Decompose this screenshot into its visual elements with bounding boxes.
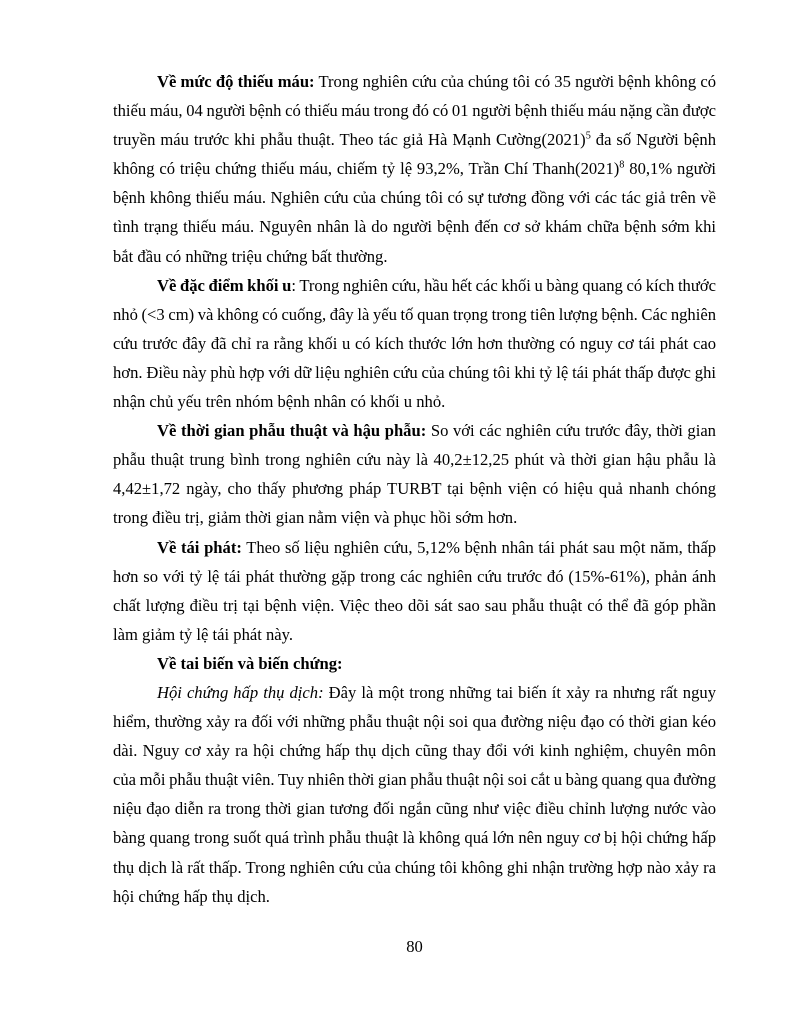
text-line [113,823,716,852]
line-text: niệu đạo diễn ra trong thời gian tương đối ngắn cũng như việc điều chỉnh lượng nước vào [113,799,716,819]
text-line [113,387,716,416]
citation-superscript: 5 [585,130,591,142]
line-text: không có triệu chứng thiếu máu, chiếm tỷ lệ 93,2%, Trần Chí Thanh(2021) [113,159,620,179]
line-text: : Trong nghiên cứu, hầu hết các khối u bàng quang có kích thước [291,275,716,295]
line-text: bệnh không thiếu máu. Nghiên cứu của chúng tôi có sự tương đồng với các tác giả trên về [113,188,716,208]
text-line [113,358,716,387]
line-text: Theo số liệu nghiên cứu, 5,12% bệnh nhân tái phát sau một năm, thấp [241,537,716,557]
text-line [113,474,716,503]
text-line [113,183,716,212]
text-line [113,707,716,736]
line-text: truyền máu trước khi phẫu thuật. Theo tác giả Hà Mạnh Cường(2021) [113,130,586,150]
text-line [113,562,716,591]
text-line [113,96,716,125]
text-line [113,67,716,96]
paragraph-tumor-characteristics [113,271,716,416]
line-text: nhỏ (<3 cm) và không có cuống, đây là yếu tố quan trọng trong tiên lượng bệnh. Các nghiên [113,304,716,324]
line-text: Đây là một trong những tai biến ít xảy ra nhưng rất nguy [323,682,716,702]
line-text: đa số Người bệnh [590,130,716,150]
line-text: thiếu máu, 04 người bệnh có thiếu máu trong đó có 01 người bệnh thiếu máu nặng cần được [113,101,716,121]
subheading-complications [113,649,716,678]
line-text: hơn. Điều này phù hợp với dữ liệu nghiên cứu của chúng tôi khi tỷ lệ tái phát thấp được ghi [113,362,716,382]
text-line [113,271,716,300]
line-text: hội chứng hấp thụ dịch. [113,886,270,906]
body-text [113,67,716,911]
citation-superscript: 8 [619,159,625,171]
line-text: 80,1% người [624,159,716,179]
paragraph-fluid-absorption-syndrome [113,678,716,911]
text-line [113,533,716,562]
text-line [113,242,716,271]
text-line [113,736,716,765]
text-line [113,445,716,474]
text-line [113,591,716,620]
text-line [113,853,716,882]
text-line [113,882,716,911]
line-text: bắt đầu có những triệu chứng bất thường. [113,246,388,266]
line-text: làm giảm tỷ lệ tái phát này. [113,624,294,644]
paragraph-lead: Về mức độ thiếu máu: [157,72,315,91]
line-text: nhận chủ yếu trên nhóm bệnh nhân có khối u nhỏ. [113,392,446,412]
line-text: bàng quang trong suốt quá trình phẫu thuật là không quá lớn nên nguy cơ bị hội chứng hấp [113,828,716,848]
paragraph-anemia [113,67,716,271]
text-line [113,678,716,707]
text-line [113,794,716,823]
paragraph-lead: Về tái phát: [157,537,242,557]
line-text: hiểm, thường xảy ra đối với những phẫu thuật nội soi qua đường niệu đạo có thời gian kéo [113,712,716,732]
subheading-text: Về tai biến và biến chứng: [157,653,343,673]
text-line [113,125,716,154]
paragraph-recurrence [113,533,716,649]
text-line [113,503,716,532]
text-line [113,212,716,241]
line-text: hơn so với tỷ lệ tái phát thường gặp trong các nghiên cứu trước đó (15%-61%), phản ánh [113,566,716,586]
line-text: cứu trước đây đã chỉ ra rằng khối u có kích thước lớn hơn thường có nguy cơ tái phát cao [113,333,716,353]
line-text: trong điều trị, giảm thời gian nằm viện và phục hồi sớm hơn. [113,508,518,528]
text-line [113,329,716,358]
text-line [113,300,716,329]
text-line [113,154,716,183]
page-number: 80 [406,937,423,956]
line-text: chất lượng điều trị tại bệnh viện. Việc theo dõi sát sao sau phẫu thuật có thể đã góp phần [113,595,716,615]
line-text: của mỗi phẫu thuật viên. Tuy nhiên thời gian phẫu thuật nội soi cắt u bàng quang qua đường [113,770,716,790]
paragraph-lead: Về thời gian phẫu thuật và hậu phẫu: [157,421,427,441]
line-text: thụ dịch là rất thấp. Trong nghiên cứu của chúng tôi không ghi nhận trường hợp nào xảy ra [113,857,716,877]
text-line [113,765,716,794]
line-text: tình trạng thiếu máu. Nguyên nhân là do người bệnh đến cơ sở khám chữa bệnh sớm khi [113,217,716,237]
text-line [113,620,716,649]
line-text: dài. Nguy cơ xảy ra hội chứng hấp thụ dịch cũng thay đổi với kinh nghiệm, chuyên môn [113,741,716,761]
paragraph-surgery-time [113,416,716,532]
paragraph-lead: Hội chứng hấp thụ dịch: [157,682,324,702]
line-text: phẫu thuật trung bình trong nghiên cứu này là 40,2±12,25 phút và thời gian hậu phẫu là [113,450,716,470]
paragraph-lead: Về đặc điểm khối u [157,275,292,295]
text-line [113,416,716,445]
line-text: 4,42±1,72 ngày, cho thấy phương pháp TURBT tại bệnh viện có hiệu quả nhanh chóng [113,479,716,499]
line-text: Trong nghiên cứu của chúng tôi có 35 người bệnh không có [314,72,717,91]
line-text: So với các nghiên cứu trước đây, thời gian [426,421,716,441]
